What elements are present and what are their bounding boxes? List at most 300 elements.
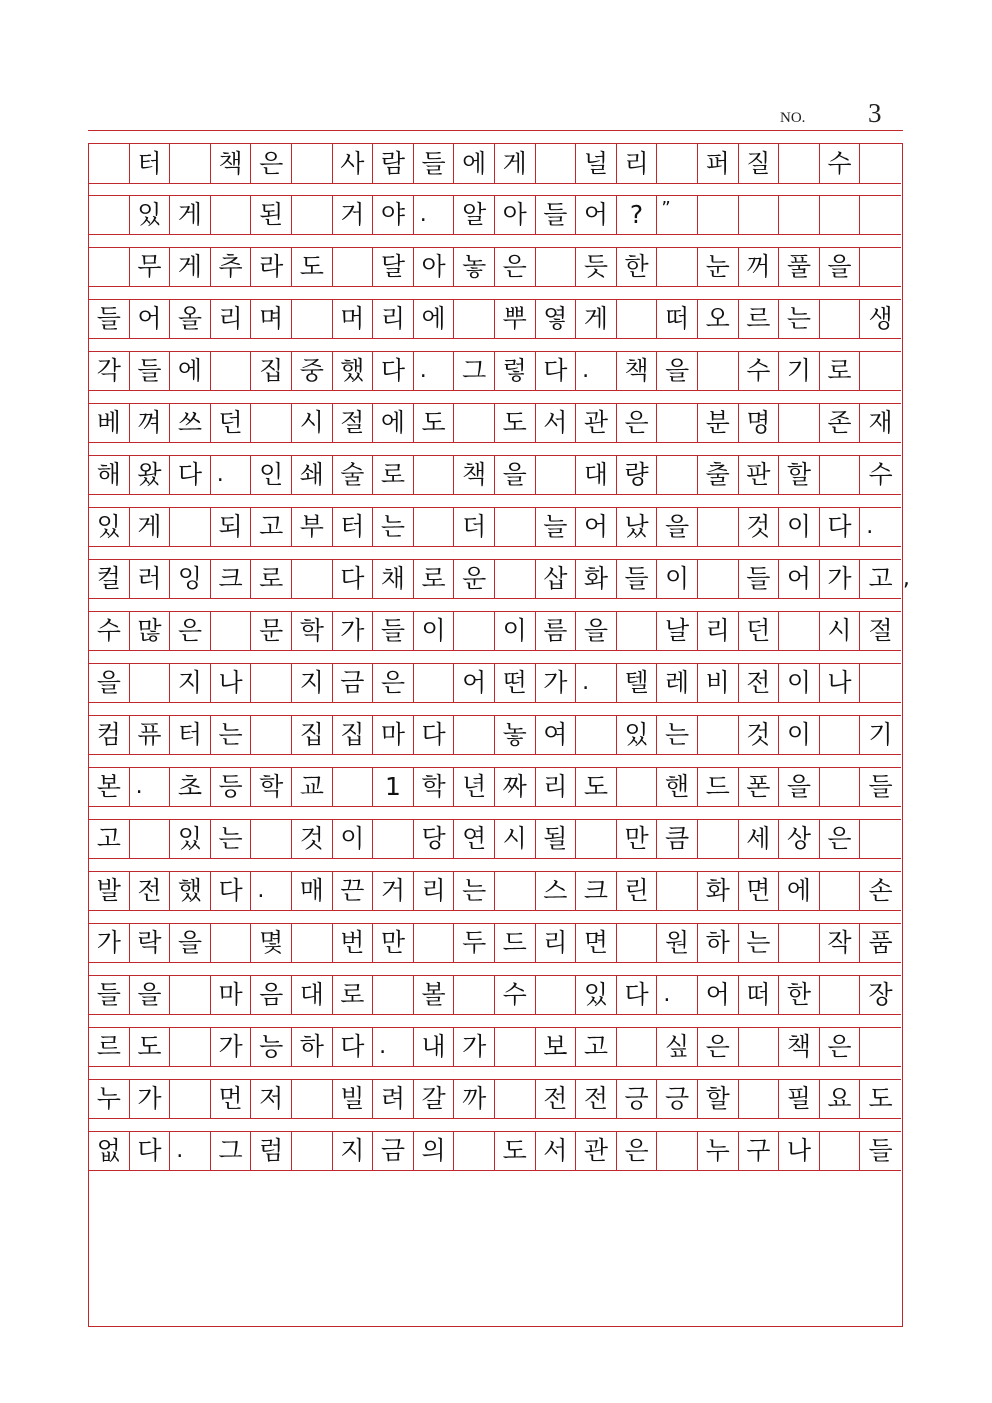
manuscript-cell: 금 xyxy=(333,664,374,702)
manuscript-cell: 고 xyxy=(576,1028,617,1066)
manuscript-cell: 기 xyxy=(868,720,893,749)
manuscript-cell: 리 xyxy=(698,612,739,650)
manuscript-cell xyxy=(860,248,901,286)
manuscript-cell xyxy=(292,196,333,234)
manuscript-cell: 떠 xyxy=(739,976,780,1014)
manuscript-cell: 로 xyxy=(251,560,292,598)
manuscript-cell: 책 xyxy=(779,1028,820,1066)
manuscript-cell: 가 xyxy=(89,924,130,962)
manuscript-cell xyxy=(251,404,292,442)
manuscript-cell: 먼 xyxy=(211,1080,252,1118)
manuscript-cell: 있 xyxy=(170,820,211,858)
manuscript-cell: 는 xyxy=(779,300,820,338)
manuscript-cell xyxy=(657,404,698,442)
manuscript-cell: 학 xyxy=(251,768,292,806)
manuscript-row xyxy=(89,559,910,599)
manuscript-cell: 관 xyxy=(576,1132,617,1170)
manuscript-cell: 을 xyxy=(130,976,171,1014)
manuscript-cell: 누 xyxy=(89,1080,130,1118)
manuscript-cell xyxy=(739,1028,780,1066)
manuscript-cell: 컴 xyxy=(89,716,130,754)
manuscript-cell: 했 xyxy=(333,352,374,390)
manuscript-cell: 는 xyxy=(211,716,252,754)
manuscript-cell: 아 xyxy=(495,196,536,234)
manuscript-cell xyxy=(170,508,211,546)
manuscript-cell xyxy=(698,560,739,598)
manuscript-cell: 컬 xyxy=(89,560,130,598)
manuscript-cell xyxy=(414,508,455,546)
manuscript-cell: 마 xyxy=(211,976,252,1014)
manuscript-cell: 수 xyxy=(868,460,893,489)
manuscript-row xyxy=(89,715,901,755)
manuscript-cell xyxy=(495,872,536,910)
manuscript-cell: 텔 xyxy=(617,664,658,702)
manuscript-cell xyxy=(617,924,658,962)
manuscript-cell: 들 xyxy=(373,612,414,650)
manuscript-cell: 초 xyxy=(170,768,211,806)
manuscript-cell: 책 xyxy=(617,352,658,390)
manuscript-cell: 어 xyxy=(576,508,617,546)
manuscript-cell: 도 xyxy=(868,1084,893,1113)
manuscript-cell: 들 xyxy=(868,1136,893,1165)
manuscript-cell: 능 xyxy=(251,1028,292,1066)
manuscript-cell xyxy=(373,820,414,858)
manuscript-cell: 들 xyxy=(89,300,130,338)
manuscript-cell: 그 xyxy=(454,352,495,390)
manuscript-cell: 쓰 xyxy=(170,404,211,442)
manuscript-cell: 다 xyxy=(536,352,577,390)
manuscript-cell: 기 xyxy=(779,352,820,390)
manuscript-cell: 책 xyxy=(454,456,495,494)
manuscript-cell xyxy=(657,872,698,910)
manuscript-cell xyxy=(536,144,577,183)
manuscript-cell: 서 xyxy=(536,1132,577,1170)
manuscript-cell: 는 xyxy=(454,872,495,910)
manuscript-cell: 할 xyxy=(698,1080,739,1118)
manuscript-cell: 에 xyxy=(414,300,455,338)
manuscript-cell xyxy=(292,1132,333,1170)
manuscript-cell: 다 xyxy=(373,352,414,390)
manuscript-cell: 거 xyxy=(373,872,414,910)
manuscript-cell xyxy=(495,560,536,598)
manuscript-cell: 쇄 xyxy=(292,456,333,494)
manuscript-cell: 핸 xyxy=(657,768,698,806)
manuscript-cell: 로 xyxy=(373,456,414,494)
manuscript-cell: 려 xyxy=(373,1080,414,1118)
overflow-punctuation: , xyxy=(902,565,910,591)
manuscript-cell: 어 xyxy=(698,976,739,1014)
manuscript-cell: 드 xyxy=(698,768,739,806)
manuscript-row xyxy=(89,351,901,391)
manuscript-cell: 사 xyxy=(333,144,374,183)
manuscript-cell: 나 xyxy=(211,664,252,702)
manuscript-cell: 러 xyxy=(130,560,171,598)
manuscript-cell: 그 xyxy=(211,1132,252,1170)
manuscript-cell: 알 xyxy=(454,196,495,234)
manuscript-cell: 질 xyxy=(739,144,780,183)
manuscript-cell: 다 xyxy=(820,508,861,546)
manuscript-cell: 달 xyxy=(373,248,414,286)
manuscript-cell: 을 xyxy=(657,508,698,546)
manuscript-cell xyxy=(820,976,861,1014)
manuscript-cell: 것 xyxy=(292,820,333,858)
manuscript-cell: 긍 xyxy=(617,1080,658,1118)
header-divider xyxy=(88,130,903,131)
manuscript-cell: 판 xyxy=(739,456,780,494)
manuscript-cell: 터 xyxy=(170,716,211,754)
manuscript-cell: . xyxy=(414,196,455,234)
manuscript-cell: 마 xyxy=(373,716,414,754)
manuscript-cell: 을 xyxy=(495,456,536,494)
manuscript-cell xyxy=(657,248,698,286)
manuscript-cell: 화 xyxy=(576,560,617,598)
page-number-label: NO. xyxy=(780,110,806,126)
manuscript-cell: 도 xyxy=(292,248,333,286)
manuscript-cell: 수 xyxy=(89,612,130,650)
manuscript-cell: 잉 xyxy=(170,560,211,598)
manuscript-cell xyxy=(820,872,861,910)
manuscript-row xyxy=(89,611,901,651)
manuscript-cell xyxy=(860,1028,901,1066)
manuscript-cell xyxy=(89,196,130,234)
manuscript-cell: 저 xyxy=(251,1080,292,1118)
manuscript-cell: 의 xyxy=(414,1132,455,1170)
manuscript-cell: 렇 xyxy=(495,352,536,390)
manuscript-cell: . xyxy=(576,352,617,390)
manuscript-cell: 수 xyxy=(495,976,536,1014)
manuscript-cell: 을 xyxy=(820,248,861,286)
manuscript-cell: 학 xyxy=(292,612,333,650)
manuscript-cell: 들 xyxy=(617,560,658,598)
manuscript-cell xyxy=(860,196,901,234)
manuscript-cell: 들 xyxy=(868,772,893,801)
manuscript-cell: 은 xyxy=(698,1028,739,1066)
manuscript-row xyxy=(89,507,901,547)
manuscript-cell: 누 xyxy=(698,1132,739,1170)
manuscript-cell: 에 xyxy=(170,352,211,390)
manuscript-cell: 떤 xyxy=(495,664,536,702)
manuscript-cell xyxy=(860,144,901,183)
manuscript-cell: 에 xyxy=(779,872,820,910)
manuscript-cell: 은 xyxy=(373,664,414,702)
manuscript-cell xyxy=(536,456,577,494)
manuscript-cell: 있 xyxy=(89,508,130,546)
manuscript-cell: 대 xyxy=(576,456,617,494)
manuscript-cell xyxy=(657,144,698,183)
manuscript-cell: 등 xyxy=(211,768,252,806)
manuscript-cell: 당 xyxy=(414,820,455,858)
manuscript-cell: ? xyxy=(617,196,658,234)
manuscript-cell: 나 xyxy=(820,664,861,702)
manuscript-cell: . xyxy=(576,664,617,702)
manuscript-cell: 은 xyxy=(251,144,292,183)
manuscript-cell: 이 xyxy=(657,560,698,598)
manuscript-cell: 했 xyxy=(170,872,211,910)
manuscript-cell: 눈 xyxy=(698,248,739,286)
manuscript-cell xyxy=(292,924,333,962)
manuscript-cell: 이 xyxy=(779,716,820,754)
manuscript-cell: 큼 xyxy=(657,820,698,858)
manuscript-cell xyxy=(820,716,861,754)
manuscript-cell xyxy=(820,1132,861,1170)
manuscript-cell: 만 xyxy=(373,924,414,962)
manuscript-cell xyxy=(698,820,739,858)
manuscript-cell: 이 xyxy=(779,664,820,702)
manuscript-cell: 아 xyxy=(414,248,455,286)
manuscript-cell: 없 xyxy=(89,1132,130,1170)
manuscript-cell: 존 xyxy=(820,404,861,442)
manuscript-row xyxy=(89,1079,901,1119)
manuscript-cell xyxy=(860,352,901,390)
manuscript-cell: 절 xyxy=(333,404,374,442)
manuscript-cell xyxy=(698,716,739,754)
manuscript-cell: 오 xyxy=(698,300,739,338)
manuscript-cell xyxy=(617,300,658,338)
manuscript-cell: 명 xyxy=(739,404,780,442)
manuscript-cell: 고 , xyxy=(868,564,910,593)
manuscript-cell: 어 xyxy=(454,664,495,702)
manuscript-cell: 출 xyxy=(698,456,739,494)
manuscript-cell xyxy=(130,820,171,858)
manuscript-cell xyxy=(211,612,252,650)
manuscript-cell xyxy=(820,300,861,338)
manuscript-cell: 1 xyxy=(373,768,414,806)
manuscript-cell: 다 xyxy=(170,456,211,494)
manuscript-cell xyxy=(170,1028,211,1066)
manuscript-cell: 은 xyxy=(170,612,211,650)
manuscript-cell: 하 xyxy=(698,924,739,962)
manuscript-cell: 학 xyxy=(414,768,455,806)
manuscript-cell: 날 xyxy=(657,612,698,650)
manuscript-cell: 게 xyxy=(170,196,211,234)
manuscript-cell xyxy=(292,144,333,183)
manuscript-row xyxy=(89,455,901,495)
manuscript-cell: 이 xyxy=(414,612,455,650)
manuscript-cell: 도 xyxy=(495,1132,536,1170)
manuscript-cell xyxy=(292,1080,333,1118)
manuscript-cell xyxy=(536,248,577,286)
manuscript-cell: 수 xyxy=(820,144,861,183)
manuscript-cell: 많 xyxy=(130,612,171,650)
manuscript-cell: 늘 xyxy=(536,508,577,546)
manuscript-cell: 르 xyxy=(89,1028,130,1066)
manuscript-cell: 대 xyxy=(292,976,333,1014)
manuscript-cell: 르 xyxy=(739,300,780,338)
manuscript-cell: 삽 xyxy=(536,560,577,598)
manuscript-cell: 리 xyxy=(617,144,658,183)
manuscript-cell xyxy=(414,924,455,962)
manuscript-cell xyxy=(454,404,495,442)
manuscript-cell: 놓 xyxy=(495,716,536,754)
manuscript-cell: 다 xyxy=(130,1132,171,1170)
manuscript-cell: 된 xyxy=(251,196,292,234)
manuscript-cell: 발 xyxy=(89,872,130,910)
manuscript-cell: 상 xyxy=(779,820,820,858)
manuscript-row xyxy=(89,1027,901,1067)
manuscript-cell: 크 xyxy=(576,872,617,910)
manuscript-cell: 하 xyxy=(292,1028,333,1066)
manuscript-cell: 폰 xyxy=(739,768,780,806)
manuscript-cell: 있 xyxy=(617,716,658,754)
manuscript-cell: 은 xyxy=(617,1132,658,1170)
manuscript-cell: 면 xyxy=(739,872,780,910)
manuscript-cell: 어 xyxy=(576,196,617,234)
manuscript-cell: 가 xyxy=(130,1080,171,1118)
manuscript-cell xyxy=(333,248,374,286)
manuscript-cell: 번 xyxy=(333,924,374,962)
manuscript-cell: 이 xyxy=(495,612,536,650)
manuscript-cell: . xyxy=(414,352,455,390)
manuscript-cell: 있 xyxy=(130,196,171,234)
manuscript-cell: 퓨 xyxy=(130,716,171,754)
manuscript-cell: 라 xyxy=(251,248,292,286)
manuscript-row xyxy=(89,144,901,184)
manuscript-row xyxy=(89,975,901,1015)
manuscript-cell xyxy=(739,1080,780,1118)
manuscript-cell: 추 xyxy=(211,248,252,286)
manuscript-cell: 집 xyxy=(292,716,333,754)
manuscript-cell: 머 xyxy=(333,300,374,338)
manuscript-cell: 가 xyxy=(536,664,577,702)
manuscript-cell: 여 xyxy=(536,716,577,754)
manuscript-cell xyxy=(211,924,252,962)
manuscript-cell xyxy=(292,300,333,338)
manuscript-cell: 게 xyxy=(576,300,617,338)
manuscript-cell: 락 xyxy=(130,924,171,962)
manuscript-cell xyxy=(779,144,820,183)
manuscript-cell: 만 xyxy=(617,820,658,858)
manuscript-cell: 할 xyxy=(779,456,820,494)
manuscript-cell: 문 xyxy=(251,612,292,650)
manuscript-cell: 전 xyxy=(739,664,780,702)
manuscript-cell: 럼 xyxy=(251,1132,292,1170)
manuscript-cell: 터 xyxy=(130,144,171,183)
manuscript-cell: 도 xyxy=(414,404,455,442)
manuscript-cell xyxy=(536,976,577,1014)
manuscript-cell: 레 xyxy=(657,664,698,702)
manuscript-cell xyxy=(170,1080,211,1118)
manuscript-cell: 작 xyxy=(820,924,861,962)
manuscript-cell xyxy=(820,456,861,494)
manuscript-cell xyxy=(820,196,861,234)
manuscript-cell xyxy=(698,352,739,390)
manuscript-cell: 껴 xyxy=(130,404,171,442)
manuscript-cell xyxy=(739,196,780,234)
manuscript-row xyxy=(89,403,901,443)
manuscript-cell: 들 xyxy=(130,352,171,390)
manuscript-cell: 분 xyxy=(698,404,739,442)
manuscript-row xyxy=(89,1131,901,1171)
manuscript-cell: 며 xyxy=(251,300,292,338)
manuscript-cell: 보 xyxy=(536,1028,577,1066)
manuscript-cell: 을 xyxy=(779,768,820,806)
manuscript-cell: 들 xyxy=(89,976,130,1014)
manuscript-cell xyxy=(454,716,495,754)
manuscript-cell: ” xyxy=(657,196,698,234)
manuscript-cell: 터 xyxy=(333,508,374,546)
manuscript-cell: 퍼 xyxy=(698,144,739,183)
manuscript-cell: . xyxy=(211,456,252,494)
manuscript-cell xyxy=(820,768,861,806)
manuscript-cell: 리 xyxy=(536,768,577,806)
manuscript-cell xyxy=(170,144,211,183)
manuscript-cell xyxy=(292,560,333,598)
manuscript-cell xyxy=(698,196,739,234)
manuscript-cell: 것 xyxy=(739,508,780,546)
page-number-value: 3 xyxy=(868,98,882,128)
manuscript-cell: 긍 xyxy=(657,1080,698,1118)
manuscript-cell: 볼 xyxy=(414,976,455,1014)
manuscript-cell: 게 xyxy=(170,248,211,286)
manuscript-cell: 원 xyxy=(657,924,698,962)
manuscript-cell: 싶 xyxy=(657,1028,698,1066)
manuscript-cell xyxy=(170,976,211,1014)
manuscript-cell: 연 xyxy=(454,820,495,858)
manuscript-cell xyxy=(617,768,658,806)
manuscript-cell: 끈 xyxy=(333,872,374,910)
manuscript-cell: 지 xyxy=(333,1132,374,1170)
manuscript-cell: 본 xyxy=(89,768,130,806)
manuscript-row xyxy=(89,247,901,287)
manuscript-cell xyxy=(698,508,739,546)
manuscript-cell xyxy=(211,196,252,234)
manuscript-cell: 났 xyxy=(617,508,658,546)
manuscript-cell: 거 xyxy=(333,196,374,234)
manuscript-cell: 듯 xyxy=(576,248,617,286)
manuscript-cell: 에 xyxy=(373,404,414,442)
manuscript-cell xyxy=(495,1080,536,1118)
manuscript-row xyxy=(89,923,901,963)
manuscript-cell: 될 xyxy=(536,820,577,858)
manuscript-cell: 왔 xyxy=(130,456,171,494)
manuscript-cell: 짜 xyxy=(495,768,536,806)
manuscript-cell: 면 xyxy=(576,924,617,962)
manuscript-cell: 서 xyxy=(536,404,577,442)
manuscript-cell: 품 xyxy=(868,928,893,957)
manuscript-cell xyxy=(373,976,414,1014)
manuscript-cell: 다 xyxy=(617,976,658,1014)
manuscript-cell xyxy=(617,612,658,650)
manuscript-cell xyxy=(657,1132,698,1170)
manuscript-row xyxy=(89,871,901,911)
manuscript-cell: 빌 xyxy=(333,1080,374,1118)
manuscript-cell xyxy=(89,248,130,286)
manuscript-cell: 름 xyxy=(536,612,577,650)
manuscript-cell: 크 xyxy=(211,560,252,598)
manuscript-cell xyxy=(414,456,455,494)
manuscript-cell: 게 xyxy=(495,144,536,183)
manuscript-cell xyxy=(779,924,820,962)
manuscript-cell: 가 xyxy=(454,1028,495,1066)
manuscript-cell: 운 xyxy=(454,560,495,598)
manuscript-cell xyxy=(454,1132,495,1170)
manuscript-cell: 드 xyxy=(495,924,536,962)
manuscript-cell: 어 xyxy=(130,300,171,338)
manuscript-cell: 전 xyxy=(576,1080,617,1118)
manuscript-cell: 을 xyxy=(170,924,211,962)
manuscript-cell: 던 xyxy=(211,404,252,442)
manuscript-cell: 올 xyxy=(170,300,211,338)
manuscript-cell: 들 xyxy=(414,144,455,183)
manuscript-cell: 가 xyxy=(211,1028,252,1066)
manuscript-cell xyxy=(454,300,495,338)
manuscript-cell: 량 xyxy=(617,456,658,494)
manuscript-cell: 지 xyxy=(170,664,211,702)
manuscript-cell: 집 xyxy=(333,716,374,754)
manuscript-cell: . xyxy=(866,513,874,539)
manuscript-cell xyxy=(657,456,698,494)
manuscript-cell: 교 xyxy=(292,768,333,806)
